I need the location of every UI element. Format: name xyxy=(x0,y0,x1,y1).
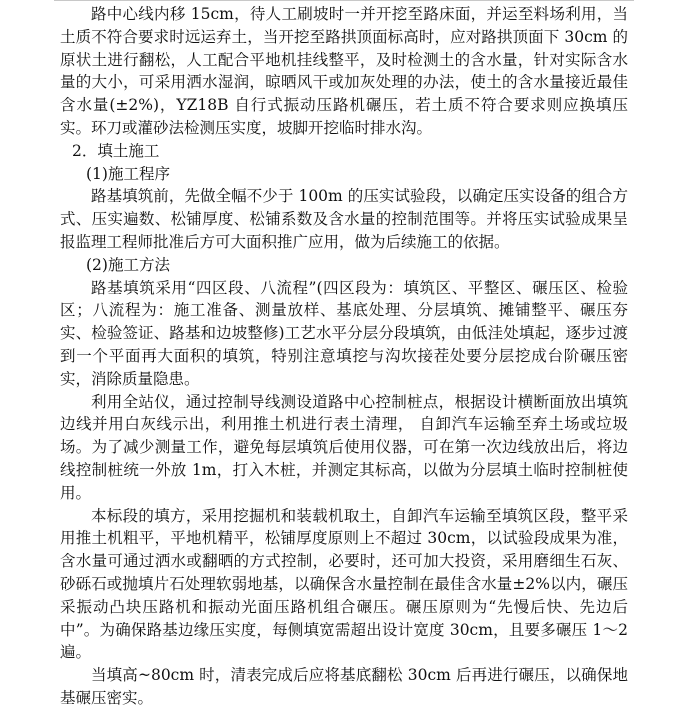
paragraph-total-station-layout: 利用全站仪，通过控制导线测设道路中心控制桩点，根据设计横断面放出填筑边线并用白灰线示出，利用推土机进行表土清理， 自卸汽车运输至弃土场或垃圾场。为了减少测量工作，避免每层填筑后使用仪器，可在第一次边线放出后，将边线控制桩统一外放 1m，打入木桩，并测定其标高，以做为分层填土临时控制桩使用。 xyxy=(60,392,628,502)
paragraph-low-fill-treatment: 当填高~80cm 时，清表完成后应将基底翻松 30cm 后再进行碾压，以确保地基碾压密实。 xyxy=(60,666,628,707)
paragraph-trial-section: 路基填筑前，先做全幅不少于 100m 的压实试验段，以确定压实设备的组合方式、压实遍数、松铺厚度、松铺系数及含水量的控制范围等。并将压实试验成果呈报监理工程师批准后方可大面积推广应用，做为后续施工的依据。 xyxy=(60,187,628,251)
section-heading-fill-construction: 2．填土施工 xyxy=(72,141,160,160)
subsection-heading-method: (2)施工方法 xyxy=(86,255,170,274)
paragraph-fill-operations: 本标段的填方，采用挖掘机和装载机取土，自卸汽车运输至填筑区段，整平采用推土机粗平，平地机精平，松铺厚度原则上不超过 30cm，以试验段成果为准，含水量可通过洒水或翻晒的方式控制，必要时，还可加大投资，采用磨细生石灰、砂砾石或抛填片石处理软弱地基，以确保含水量控制在最佳含水量±2%以内，碾压采振动凸块压路机和振动光面压路机组合碾压。碾压原则为“先慢后快、先边后中”。为确保路基边缘压实度，每侧填宽需超出设计宽度 30cm，且要多碾压 1～2 遍。 xyxy=(60,506,628,662)
paragraph-four-zones-eight-steps: 路基填筑采用“四区段、八流程”(四区段为：填筑区、平整区、碾压区、检验区；八流程为：施工准备、测量放样、基底处理、分层填筑、摊铺整平、碾压夯实、检验签证、路基和边坡整修)工艺水平分层分段填筑，由低洼处填起，逐步过渡到一个平面再大面积的填筑，特别注意填挖与沟坎接茬处要分层挖成台阶碾压密实，消除质量隐患。 xyxy=(60,278,628,388)
subsection-heading-procedure: (1)施工程序 xyxy=(86,164,170,183)
paragraph-subgrade-cut-continued: 路中心线内移 15cm，待人工刷坡时一并开挖至路床面，并运至料场利用，当土质不符合要求时远运弃土，当开挖至路拱顶面标高时，应对路拱顶面下 30cm 的原状土进行翻松，人工配合平地机挂线整平，及时检测土的含水量，针对实际含水量的大小，可采用洒水湿润，晾晒风干或加灰处理的办法，使土的含水量接近最佳含水量(±2%)，YZ18B 自行式振动压路机碾压，若土质不符合要求则应换填压实。环刀或灌砂法检测压实度，坡脚开挖临时排水沟。 xyxy=(60,5,628,137)
